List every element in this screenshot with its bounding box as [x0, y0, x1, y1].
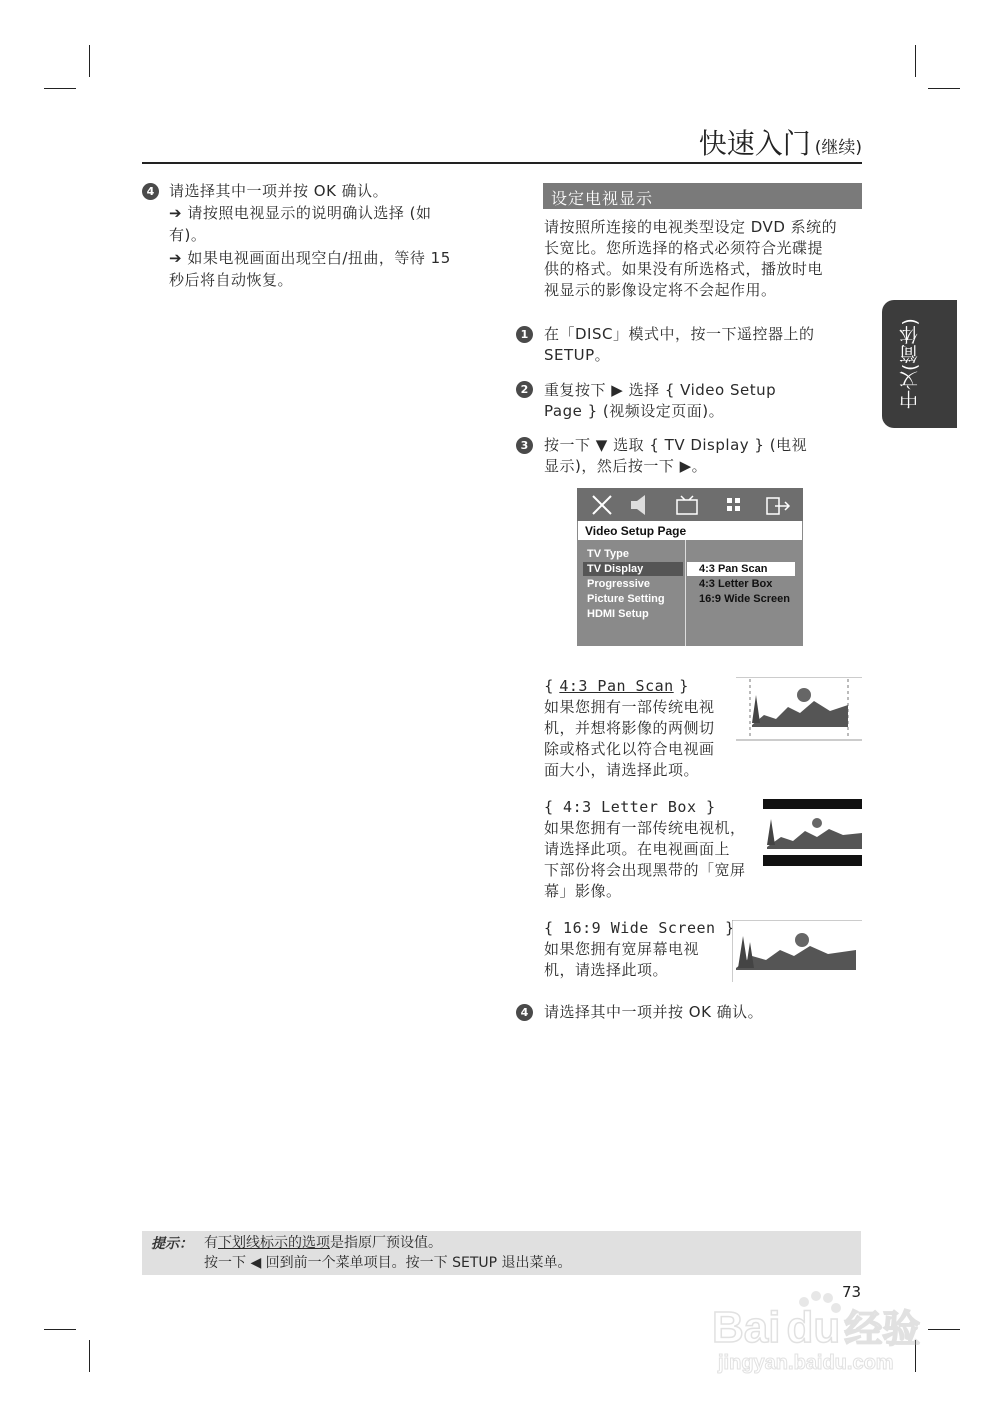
- tip-text: 有: [204, 1235, 218, 1251]
- opt2-heading: { 4:3 Letter Box }: [544, 798, 716, 816]
- osd-option: 16:9 Wide Screen: [699, 593, 790, 605]
- osd-item: Picture Setting: [587, 593, 665, 605]
- step3-text-cont: 显示)，然后按一下 ▶。: [544, 457, 708, 475]
- baidu-watermark: [712, 1290, 952, 1380]
- osd-item: Progressive: [587, 578, 650, 590]
- osd-icons: [577, 488, 803, 521]
- step-number-badge: 4: [516, 1004, 533, 1021]
- intro-line: 视显示的影像设定将不会起作用。: [544, 281, 777, 299]
- tip-box: [142, 1231, 861, 1275]
- step2-text: 重复按下 ▶ 选择 { Video Setup: [544, 381, 777, 399]
- page-header: [699, 122, 862, 162]
- pan-scan-illustration: [736, 677, 862, 741]
- left-note1-line2: 有)。: [169, 226, 207, 244]
- step2-text-cont: Page } (视频设定页面)。: [544, 402, 725, 420]
- language-tab: [882, 300, 957, 428]
- letter-box-illustration: [763, 799, 862, 866]
- watermark-brand-1: Bai: [712, 1303, 781, 1352]
- osd-title: Video Setup Page: [585, 524, 687, 538]
- crop-mark: [44, 88, 76, 89]
- tip-text: 是指原厂预设值。: [330, 1235, 442, 1251]
- opt3-heading: { 16:9 Wide Screen }: [544, 919, 735, 937]
- watermark-cn: 经验: [844, 1309, 921, 1351]
- osd-option: 4:3 Pan Scan: [699, 563, 768, 575]
- brace-close: }: [673, 677, 689, 695]
- watermark-brand: [712, 1298, 920, 1353]
- tools-icon: [593, 496, 611, 514]
- left-note2-line2: 秒后将自动恢复。: [169, 271, 294, 289]
- osd-title-bar: [578, 521, 802, 540]
- watermark-url: jingyan.baidu.com: [718, 1352, 894, 1374]
- tip-line1: [204, 1233, 442, 1253]
- header-rule: [142, 162, 862, 164]
- opt1-desc: 机，并想将影像的两侧切: [544, 719, 715, 737]
- osd-icon-bar: [577, 488, 803, 521]
- section-title: 设定电视显示: [551, 189, 654, 208]
- preference-icon: [727, 498, 740, 511]
- osd-option: 4:3 Letter Box: [699, 578, 773, 590]
- opt2-desc: 下部份将会出现黑带的「宽屏: [544, 861, 746, 879]
- intro-line: 长宽比。您所选择的格式必须符合光碟提: [544, 239, 824, 257]
- brace-open: {: [544, 677, 560, 695]
- left-step4-text: 请选择其中一项并按 OK 确认。: [169, 182, 389, 200]
- osd-item: TV Display: [587, 563, 644, 575]
- opt1-desc: 面大小，请选择此项。: [544, 761, 700, 779]
- tip-label: 提示：: [151, 1236, 193, 1252]
- step1-text: 在「DISC」模式中，按一下遥控器上的: [544, 325, 815, 343]
- step-number-badge: 3: [516, 437, 533, 454]
- crop-mark: [89, 1340, 90, 1372]
- opt2-desc: 如果您拥有一部传统电视机，: [544, 819, 746, 837]
- video-icon: [677, 496, 697, 514]
- section-title-bar: [543, 183, 862, 209]
- opt1-desc: 如果您拥有一部传统电视: [544, 698, 715, 716]
- wide-screen-illustration: [732, 920, 862, 982]
- opt2-desc: 请选择此项。在电视画面上: [544, 840, 731, 858]
- intro-line: 请按照所连接的电视类型设定 DVD 系统的: [544, 218, 838, 236]
- page-number: 73: [842, 1283, 862, 1301]
- tip-line2: 按一下 ◀ 回到前一个菜单项目。按一下 SETUP 退出菜单。: [204, 1255, 572, 1271]
- tip-underlined-text: 下划线标示的选项: [218, 1235, 330, 1251]
- exit-icon: [767, 498, 789, 514]
- speaker-icon: [631, 495, 645, 515]
- step4-text: 请选择其中一项并按 OK 确认。: [544, 1003, 764, 1021]
- step-number-badge: 1: [516, 326, 533, 343]
- opt1-desc: 除或格式化以符合电视画: [544, 740, 715, 758]
- step1-text-cont: SETUP。: [544, 346, 611, 364]
- opt3-desc: 如果您拥有宽屏幕电视: [544, 940, 700, 958]
- osd-item: TV Type: [587, 548, 629, 560]
- watermark-brand-2: du: [786, 1303, 841, 1352]
- crop-mark: [915, 45, 916, 77]
- page-subtitle: (继续): [814, 138, 862, 158]
- step-number-badge: 4: [142, 183, 159, 200]
- crop-mark: [928, 88, 960, 89]
- crop-mark: [44, 1329, 76, 1330]
- left-note2-line1: ➔ 如果电视画面出现空白/扭曲，等待 15: [169, 249, 451, 267]
- opt1-heading: [544, 676, 689, 697]
- osd-divider: [685, 540, 686, 646]
- crop-mark: [89, 45, 90, 77]
- opt2-desc: 幕」影像。: [544, 882, 622, 900]
- page-title: 快速入门: [698, 127, 811, 160]
- opt3-desc: 机，请选择此项。: [544, 961, 669, 979]
- intro-line: 供的格式。如果没有所选格式，播放时电: [544, 260, 824, 278]
- left-note1-line1: ➔ 请按照电视显示的说明确认选择 (如: [169, 204, 432, 222]
- osd-menu: [577, 488, 803, 646]
- step-number-badge: 2: [516, 381, 533, 398]
- osd-item: HDMI Setup: [587, 608, 649, 620]
- opt1-name: 4:3 Pan Scan: [559, 677, 674, 695]
- language-tab-label: 中文(简体): [899, 318, 921, 410]
- step3-text: 按一下 ▼ 选取 { TV Display } (电视: [544, 436, 808, 454]
